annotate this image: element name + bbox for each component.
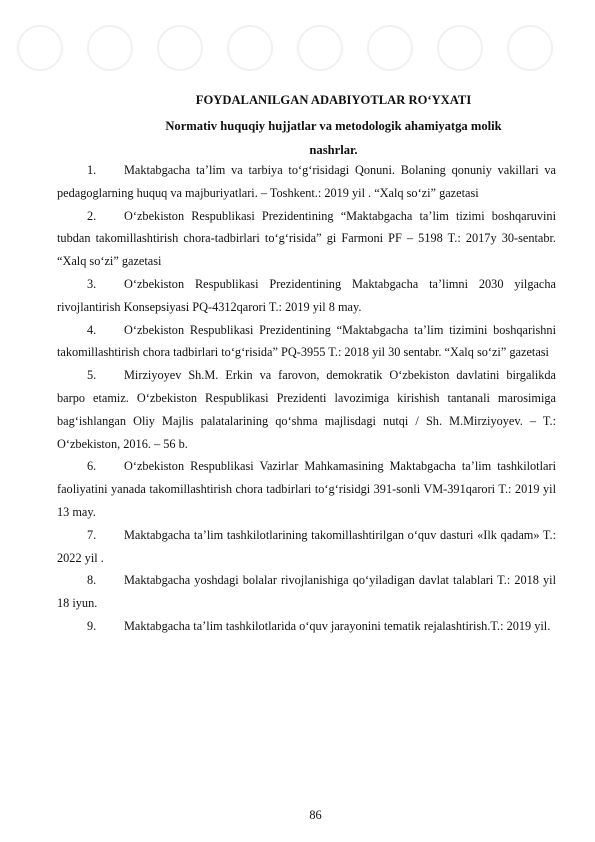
reference-item-7 — [57, 524, 556, 570]
reference-item-9 — [57, 615, 556, 638]
reference-item-1 — [57, 159, 556, 205]
reference-text: Mirziyoyev Sh.M. Erkin va farovon, demokratik O‘zbekiston davlatini birgalikda barpo etamiz. O‘zbekiston Respublikasi Prezidenti lavozimiga kirishish tantanali marosimiga bag‘ishlangan Oliy Majlis palatalarining qo‘shma majlisdagi nutqi / Sh. M.Mirziyoyev. – T.: O‘zbekiston, 2016. – 56 b. — [57, 368, 556, 451]
reference-text: O‘zbekiston Respublikasi Prezidentining Maktabgacha ta’limni 2030 yilgacha rivojlantirish Konsepsiyasi PQ-4312qarori T.: 2019 yil 8 may. — [57, 276, 556, 314]
reference-number: 1. — [87, 163, 97, 177]
reference-item-5 — [57, 364, 556, 455]
section-subtitle-line-2: nashrlar. — [309, 143, 358, 157]
reference-text: Maktabgacha ta’lim tashkilotlarining takomillashtirilgan o‘quv dasturi «Ilk qadam» T.: 2022 yil . — [57, 527, 556, 565]
reference-number: 5. — [87, 368, 97, 383]
reference-number: 7. — [87, 527, 97, 542]
section-subtitle-line-1: Normativ huquqiy hujjatlar va metodologik ahamiyatga molik — [165, 119, 502, 133]
reference-number: 8. — [87, 573, 97, 588]
reference-number: 6. — [87, 459, 97, 474]
page-number: 86 — [309, 808, 322, 822]
reference-item-6 — [57, 455, 556, 523]
reference-text: O‘zbekiston Respublikasi Vazirlar Mahkamasining Maktabgacha ta’lim tashkilotlari faoliyatini yanada takomillashtirish chora tadbirlari to‘g‘risidgi 391-sonli VM-391qarori T.: 2019 yil 13 may. — [57, 459, 556, 519]
reference-text: O‘zbekiston Respublikasi Prezidentining “Maktabgacha ta’lim tizimini boshqarishni takomillashtirish chora tadbirlari to‘g‘risida” PQ-3955 T.: 2018 yil 30 sentabr. “Xalq so‘zi” gazetasi — [57, 322, 556, 360]
reference-text: Maktabgacha yoshdagi bolalar rivojlanishiga qo‘yiladigan davlat talablari T.: 2018 yil 18 iyun. — [57, 573, 556, 611]
reference-number: 2. — [87, 208, 97, 223]
reference-item-8 — [57, 569, 556, 615]
reference-item-2 — [57, 205, 556, 273]
reference-number: 4. — [87, 322, 97, 337]
page-title: FOYDALANILGAN ADABIYOTLAR RO‘YXATI — [195, 93, 472, 107]
reference-item-3 — [57, 273, 556, 319]
reference-list — [57, 159, 556, 638]
reference-text: Maktabgacha ta’lim tashkilotlarida o‘quv jarayonini tematik rejalashtirish.T.: 2019 yil. — [124, 618, 551, 633]
reference-item-4 — [57, 319, 556, 365]
reference-number: 3. — [87, 276, 97, 291]
reference-text: Maktabgacha ta’lim va tarbiya to‘g‘risidagi Qonuni. Bolaning qonuniy vakillari va pedagoglarning huquq va majburiyatlari. – Toshkent.: 2019 yil . “Xalq so‘zi” gazetasi — [57, 163, 556, 200]
reference-text: O‘zbekiston Respublikasi Prezidentining “Maktabgacha ta’lim tizimi boshqaruvini tubdan takomillashtirish chora-tadbirlari to‘g‘risida” gi Farmoni PF – 5198 T.: 2017y 30-sentabr. “Xalq so‘zi” gazetasi — [57, 208, 556, 269]
reference-number: 9. — [87, 618, 97, 633]
